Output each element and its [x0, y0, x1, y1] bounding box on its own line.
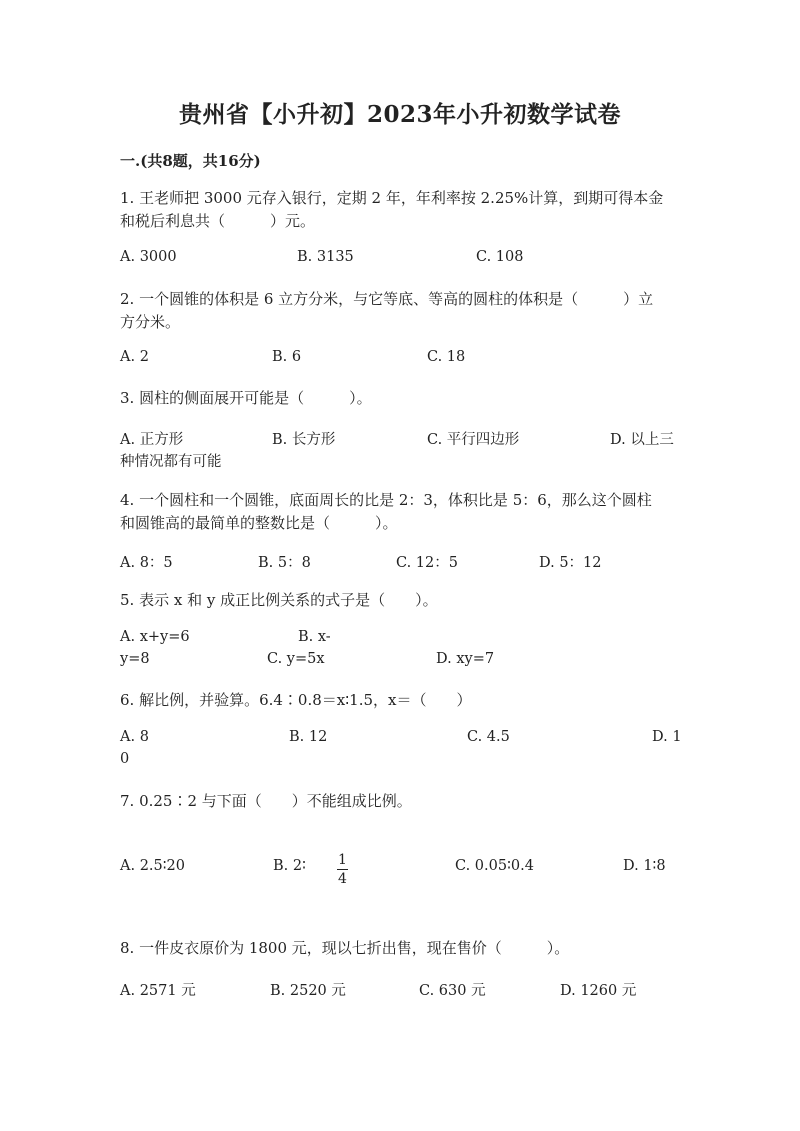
question-6-option-d-continued[interactable]: 0: [120, 751, 130, 767]
question-4-line-1: 4. 一个圆柱和一个圆锥，底面周长的比是 2：3，体积比是 5：6，那么这个圆柱: [120, 491, 652, 509]
question-5-option-b[interactable]: B. x-: [298, 629, 331, 645]
page-title: 贵州省【小升初】2023年小升初数学试卷: [178, 101, 621, 128]
question-1-option-c[interactable]: C. 108: [476, 249, 524, 265]
question-2-line-2: 方分米。: [120, 313, 181, 331]
question-8-option-d[interactable]: D. 1260 元: [560, 983, 637, 999]
question-4-option-c[interactable]: C. 12：5: [396, 555, 458, 571]
fraction-bar: [337, 869, 348, 870]
question-5-option-d[interactable]: D. xy=7: [436, 651, 495, 667]
question-1-option-a[interactable]: A. 3000: [120, 249, 177, 265]
question-7-option-c[interactable]: C. 0.05∶0.4: [455, 858, 534, 874]
question-3-option-b[interactable]: B. 长方形: [272, 432, 336, 448]
question-2-line-1: 2. 一个圆锥的体积是 6 立方分米，与它等底、等高的圆柱的体积是（ ）立: [120, 290, 654, 308]
question-5-option-a[interactable]: A. x+y=6: [120, 629, 190, 645]
fraction-denominator: 4: [338, 871, 347, 887]
question-6-option-b[interactable]: B. 12: [289, 729, 328, 745]
question-1-option-b[interactable]: B. 3135: [297, 249, 354, 265]
question-4-line-2: 和圆锥高的最简单的整数比是（ ）。: [120, 514, 398, 532]
question-7-option-a[interactable]: A. 2.5∶20: [120, 858, 185, 874]
question-3-option-d-continued[interactable]: 种情况都有可能: [120, 454, 222, 470]
question-4-option-d[interactable]: D. 5：12: [539, 555, 602, 571]
question-6-line-1: 6. 解比例，并验算。6.4∶0.8＝x∶1.5，x＝（ ）: [120, 691, 472, 709]
question-2-option-a[interactable]: A. 2: [120, 349, 149, 365]
question-8-option-c[interactable]: C. 630 元: [419, 983, 486, 999]
question-6-option-c[interactable]: C. 4.5: [467, 729, 510, 745]
question-8-option-b[interactable]: B. 2520 元: [270, 983, 346, 999]
question-2-option-b[interactable]: B. 6: [272, 349, 302, 365]
question-3-option-a[interactable]: A. 正方形: [120, 432, 184, 448]
question-7-option-d[interactable]: D. 1∶8: [623, 858, 666, 874]
question-1-line-2: 和税后利息共（ ）元。: [120, 212, 316, 230]
question-5-option-c[interactable]: C. y=5x: [267, 651, 325, 667]
question-5-line-1: 5. 表示 x 和 y 成正比例关系的式子是（ ）。: [120, 591, 438, 609]
section-heading: 一.(共8题，共16分): [120, 152, 261, 170]
question-2-option-c[interactable]: C. 18: [427, 349, 466, 365]
question-7-option-b[interactable]: B. 2∶: [273, 858, 306, 874]
question-3-line-1: 3. 圆柱的侧面展开可能是（ ）。: [120, 389, 372, 407]
question-7-option-b-fraction: [337, 852, 348, 887]
question-6-option-a[interactable]: A. 8: [120, 729, 149, 745]
question-1-line-1: 1. 王老师把 3000 元存入银行，定期 2 年，年利率按 2.25%计算，到期可得本金: [120, 189, 664, 207]
question-5-option-b-continued[interactable]: y=8: [120, 651, 150, 667]
question-8-option-a[interactable]: A. 2571 元: [120, 983, 196, 999]
question-4-option-a[interactable]: A. 8：5: [120, 555, 173, 571]
question-3-option-d[interactable]: D. 以上三: [610, 432, 674, 448]
question-4-option-b[interactable]: B. 5：8: [258, 555, 311, 571]
fraction-numerator: 1: [338, 852, 347, 868]
question-8-line-1: 8. 一件皮衣原价为 1800 元，现以七折出售，现在售价（ ）。: [120, 939, 570, 957]
question-3-option-c[interactable]: C. 平行四边形: [427, 432, 520, 448]
question-7-line-1: 7. 0.25∶2 与下面（ ）不能组成比例。: [120, 792, 412, 810]
question-6-option-d[interactable]: D. 1: [652, 729, 682, 745]
